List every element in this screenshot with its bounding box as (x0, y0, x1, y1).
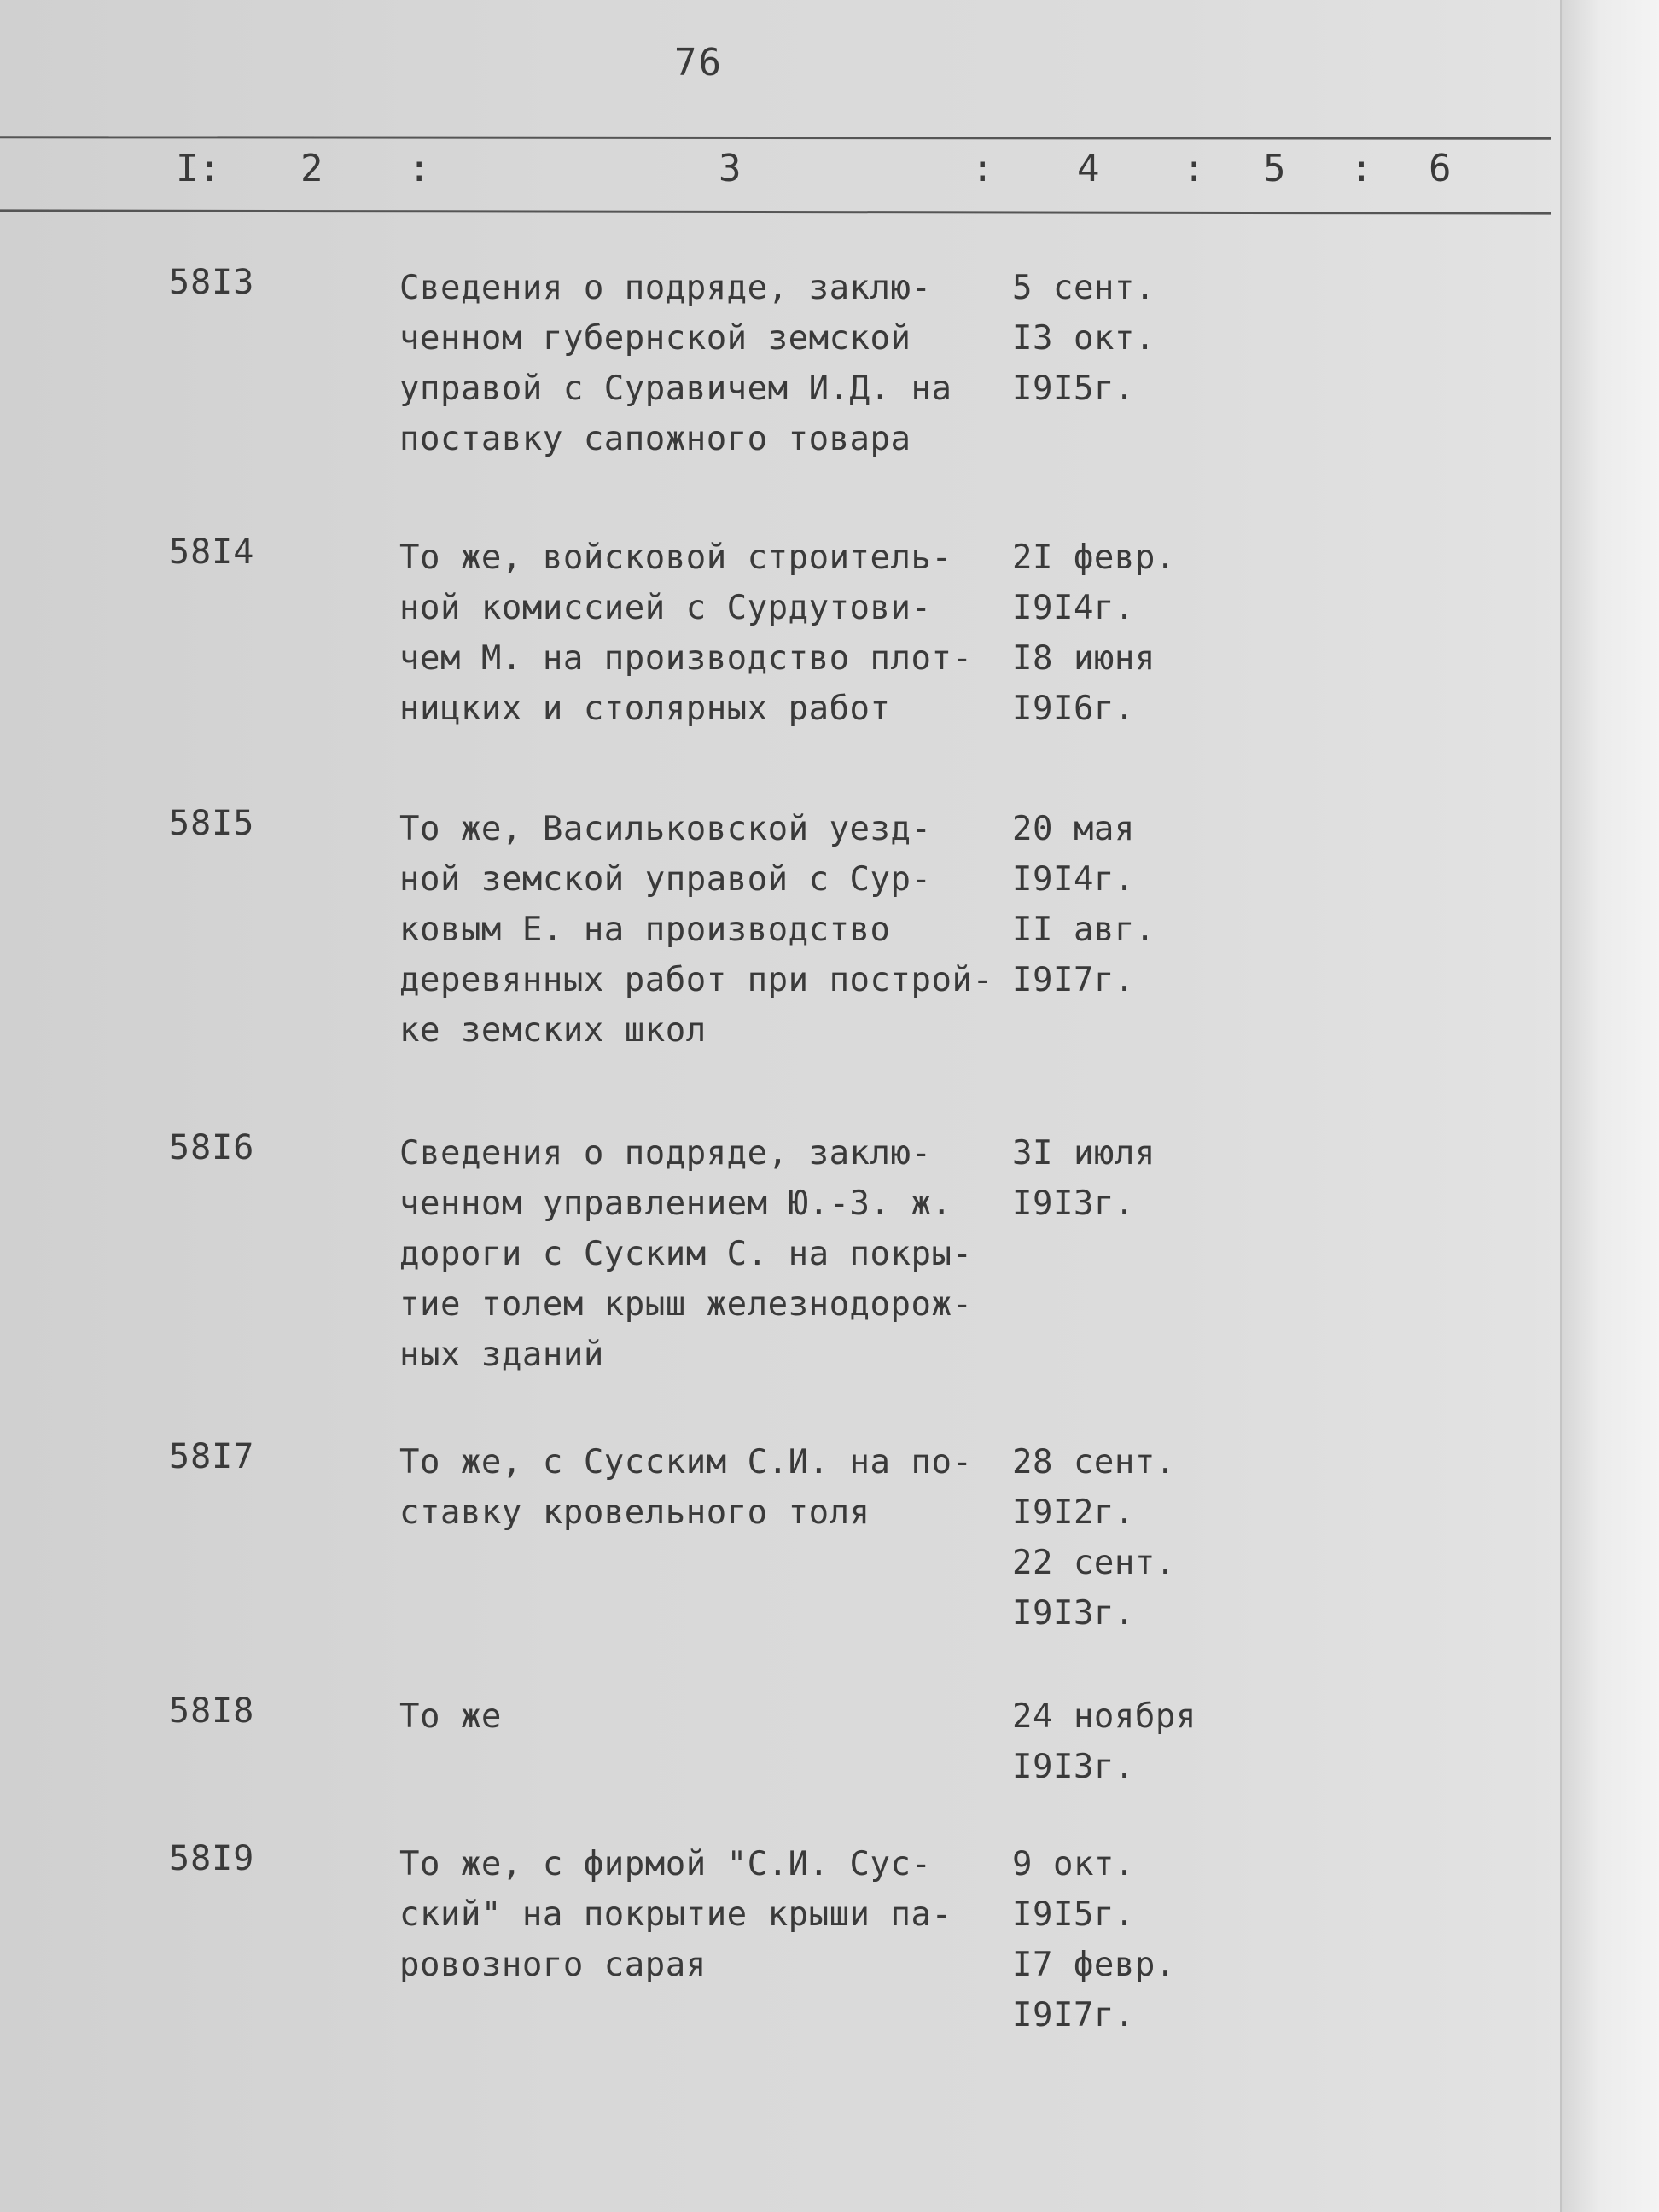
column-header-3: 3 (719, 147, 742, 190)
description-line: ковым Е. на производство (399, 911, 891, 949)
date-line: I7 февр. (1012, 1946, 1176, 1984)
header-rule-top (0, 136, 1551, 140)
date-line: I9I6г. (1012, 690, 1135, 728)
column-header-2: 2 (300, 147, 323, 190)
entry-description (399, 263, 1014, 464)
description-line: тие толем крыш железнодорож- (399, 1285, 973, 1324)
description-line: ский" на покрытие крыши па- (399, 1895, 952, 1934)
column-header-1: I: (176, 147, 221, 190)
date-line: I9I5г. (1012, 370, 1135, 408)
date-line: I9I7г. (1012, 961, 1135, 999)
description-line: Сведения о подряде, заклю- (399, 1134, 932, 1173)
description-line: Сведения о подряде, заклю- (399, 269, 932, 307)
entry-description (399, 1839, 1014, 1990)
description-line: ке земских школ (399, 1011, 707, 1050)
description-line: То же, войсковой строитель- (399, 538, 952, 577)
entry-dates (1012, 533, 1217, 734)
description-line: ченном управлением Ю.-З. ж. (399, 1185, 952, 1223)
description-line: ставку кровельного толя (399, 1493, 870, 1532)
entry-number: 58I6 (169, 1128, 255, 1167)
date-line: II авг. (1012, 911, 1155, 949)
entry-dates (1012, 1128, 1217, 1229)
date-line: I9I3г. (1012, 1748, 1135, 1786)
column-separator: : (408, 147, 431, 190)
entry-dates (1012, 1691, 1217, 1792)
column-separator: : (1183, 147, 1206, 190)
entry-description (399, 1437, 1014, 1538)
description-line: чем М. на производство плот- (399, 639, 973, 678)
date-line: I9I3г. (1012, 1594, 1135, 1633)
entry-description (399, 804, 1014, 1056)
date-line: I9I7г. (1012, 1996, 1135, 2034)
entry-number: 58I7 (169, 1437, 255, 1476)
entry-number: 58I8 (169, 1691, 255, 1731)
description-line: дороги с Суским С. на покры- (399, 1235, 973, 1273)
date-line: 3I июля (1012, 1134, 1155, 1173)
entry-dates (1012, 804, 1217, 1005)
column-header-6: 6 (1429, 147, 1452, 190)
entry-number: 58I4 (169, 533, 255, 572)
column-header-4: 4 (1077, 147, 1100, 190)
date-line: 24 ноября (1012, 1697, 1196, 1736)
description-line: ченном губернской земской (399, 319, 911, 358)
date-line: I9I4г. (1012, 860, 1135, 899)
date-line: 22 сент. (1012, 1544, 1176, 1582)
date-line: 5 сент. (1012, 269, 1155, 307)
header-rule-bottom (0, 209, 1551, 214)
page-edge-shadow (1560, 0, 1659, 2212)
description-line: То же, Васильковской уезд- (399, 810, 932, 848)
date-line: I9I3г. (1012, 1185, 1135, 1223)
date-line: I3 окт. (1012, 319, 1155, 358)
entry-number: 58I9 (169, 1839, 255, 1878)
column-separator: : (1350, 147, 1373, 190)
entry-dates (1012, 263, 1217, 414)
description-line: ницких и столярных работ (399, 690, 891, 728)
date-line: 2I февр. (1012, 538, 1176, 577)
entry-number: 58I5 (169, 804, 255, 843)
description-line: То же (399, 1697, 502, 1736)
date-line: I9I4г. (1012, 589, 1135, 627)
description-line: ной комиссией с Сурдутови- (399, 589, 932, 627)
entry-dates (1012, 1839, 1217, 2040)
date-line: I9I2г. (1012, 1493, 1135, 1532)
date-line: 20 мая (1012, 810, 1135, 848)
entry-description (399, 533, 1014, 734)
description-line: ных зданий (399, 1336, 604, 1374)
description-line: ной земской управой с Сур- (399, 860, 932, 899)
description-line: поставку сапожного товара (399, 420, 911, 458)
entry-dates (1012, 1437, 1217, 1639)
page-number: 76 (674, 41, 723, 84)
column-header-5: 5 (1263, 147, 1286, 190)
column-separator: : (971, 147, 994, 190)
date-line: I8 июня (1012, 639, 1155, 678)
description-line: ровозного сарая (399, 1946, 707, 1984)
description-line: То же, с фирмой "С.И. Сус- (399, 1845, 932, 1883)
entry-number: 58I3 (169, 263, 255, 302)
description-line: управой с Суравичем И.Д. на (399, 370, 952, 408)
description-line: деревянных работ при построй- (399, 961, 993, 999)
entry-description (399, 1691, 1014, 1742)
date-line: 28 сент. (1012, 1443, 1176, 1481)
date-line: 9 окт. (1012, 1845, 1135, 1883)
entry-description (399, 1128, 1014, 1380)
description-line: То же, с Сусским С.И. на по- (399, 1443, 973, 1481)
date-line: I9I5г. (1012, 1895, 1135, 1934)
